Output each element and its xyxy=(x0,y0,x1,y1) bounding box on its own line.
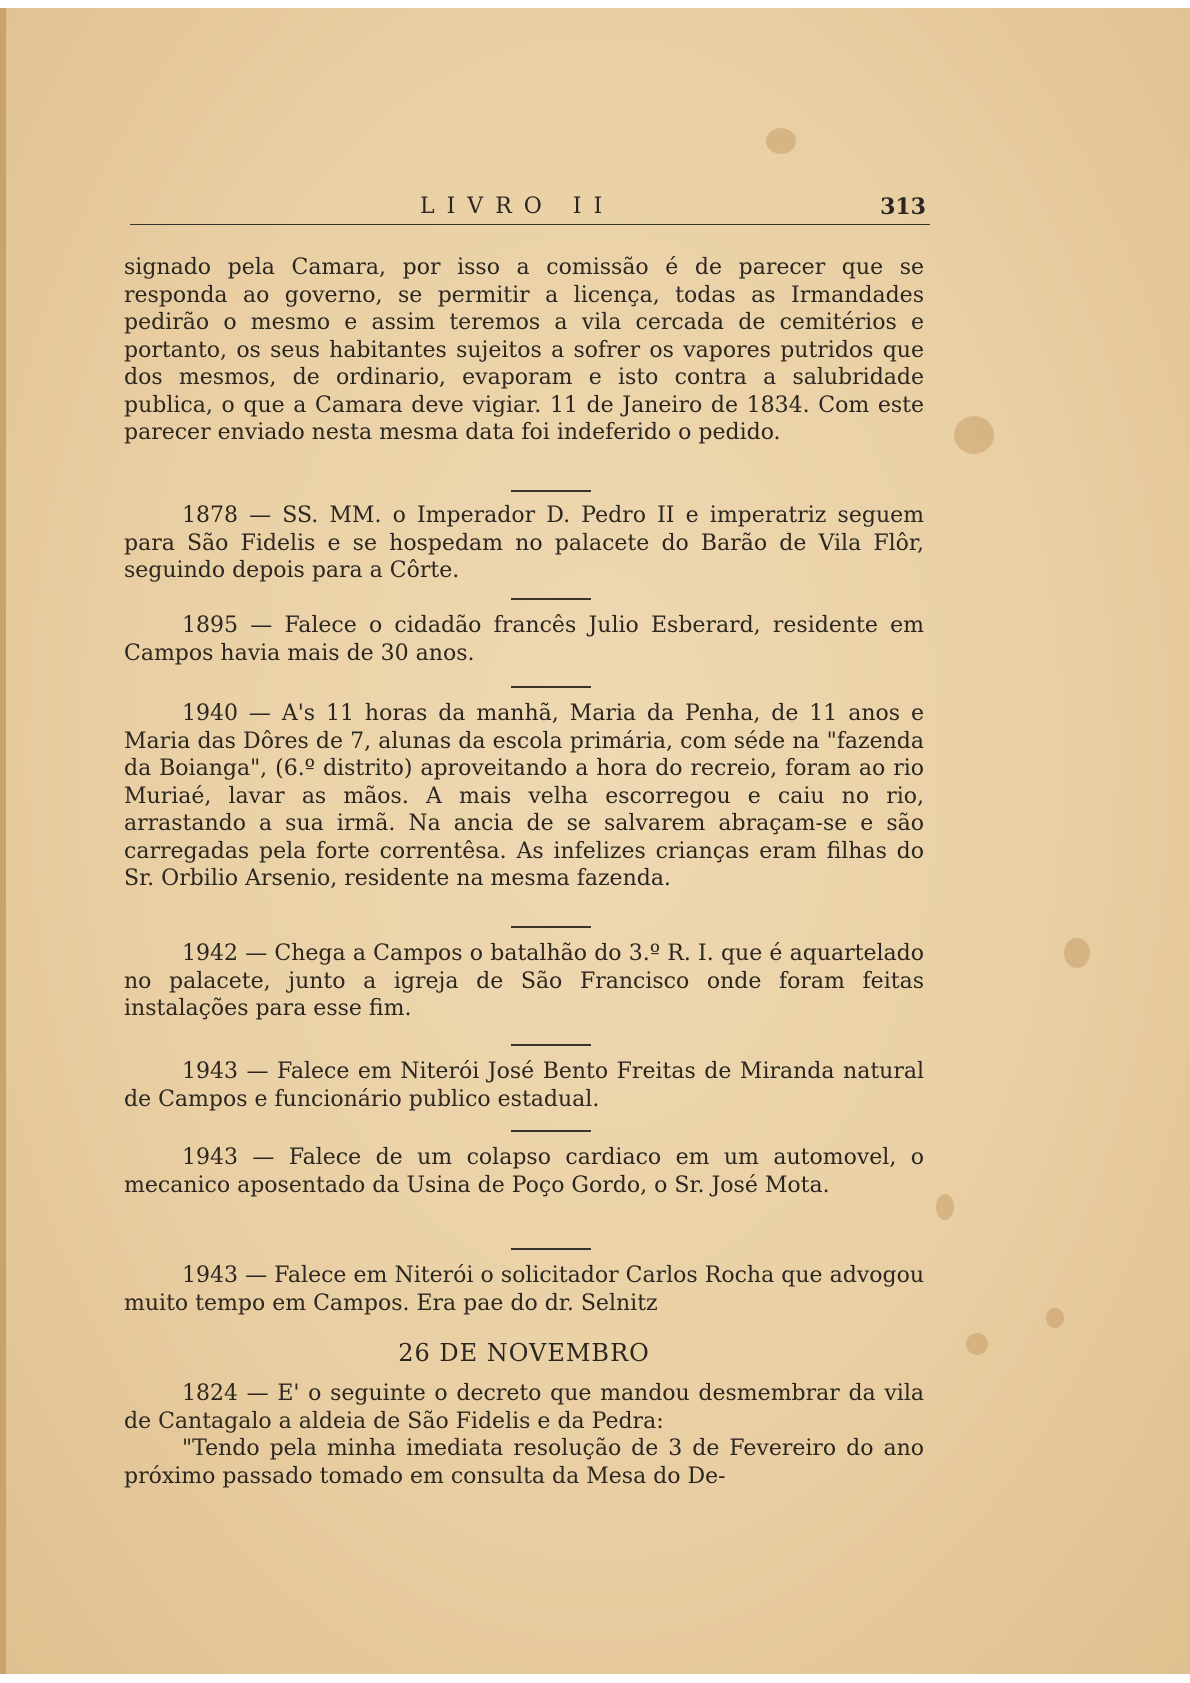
paper-stain xyxy=(1064,938,1090,968)
page-header xyxy=(130,194,930,225)
entry-1942: 1942 — Chega a Campos o batalhão do 3.º R. I. que é aquartelado no palacete, junto a igreja de São Francisco onde foram feitas instalações para esse fim. xyxy=(124,941,924,1021)
entry-1940: 1940 — A's 11 horas da manhã, Maria da Penha, de 11 anos e Maria das Dôres de 7, alunas da escola primária, com séde na "fazenda da Boianga", (6.º distrito) aproveitando a hora do recreio, foram ao rio Muriaé, lavar as mãos. A mais velha escorregou e caiu no rio, arrastando a sua irmã. Na ancia de se salvarem abraçam-se e são carregadas pela forte correntêsa. As infelizes crianças eram filhas do Sr. Orbilio Arsenio, residente na mesma fazenda. xyxy=(124,701,924,891)
paper-stain xyxy=(766,128,796,154)
entry-divider xyxy=(511,926,591,928)
paper-stain xyxy=(936,1194,954,1220)
entry-divider xyxy=(511,490,591,492)
running-title: LIVRO II xyxy=(420,194,615,219)
paper-stain xyxy=(1046,1308,1064,1328)
entry-1878: 1878 — SS. MM. o Imperador D. Pedro II e imperatriz seguem para São Fidelis e se hospedam no palacete do Barão de Vila Flôr, seguindo depois para a Côrte. xyxy=(124,503,924,583)
entry-1943-rocha: 1943 — Falece em Niterói o solicitador Carlos Rocha que advogou muito tempo em Campos. Era pae do dr. Selnitz xyxy=(124,1263,924,1316)
paragraph-continuation: signado pela Camara, por isso a comissão é de parecer que se responda ao governo, se permitir a licença, todas as Irmandades pedirão o mesmo e assim teremos a vila cercada de cemitérios e portanto, os seus habitantes sujeitos a sofrer os vapores putridos que dos mesmos, de ordinario, evaporam e isto contra a salubridade publica, o que a Camara deve vigiar. 11 de Janeiro de 1834. Com este parecer enviado nesta mesma data foi indeferido o pedido. xyxy=(124,255,924,445)
entry-1943-miranda: 1943 — Falece em Niterói José Bento Freitas de Miranda natural de Campos e funcionário publico estadual. xyxy=(124,1059,924,1112)
entry-divider xyxy=(511,1044,591,1046)
paper-stain xyxy=(954,416,994,454)
decree-quote: "Tendo pela minha imediata resolução de 3 de Fevereiro do ano próximo passado tomado em consulta da Mesa do De- xyxy=(124,1436,924,1489)
entry-1895: 1895 — Falece o cidadão francês Julio Esberard, residente em Campos havia mais de 30 anos. xyxy=(124,613,924,666)
entry-divider xyxy=(511,598,591,600)
entry-divider xyxy=(511,686,591,688)
entry-1824: 1824 — E' o seguinte o decreto que mandou desmembrar da vila de Cantagalo a aldeia de São Fidelis e da Pedra: xyxy=(124,1381,924,1434)
book-page xyxy=(0,8,1190,1674)
page-number: 313 xyxy=(880,194,926,220)
entry-divider xyxy=(511,1248,591,1250)
date-heading: 26 DE NOVEMBRO xyxy=(398,1339,650,1367)
paper-stain xyxy=(966,1333,988,1355)
entry-1943-mota: 1943 — Falece de um colapso cardiaco em um automovel, o mecanico aposentado da Usina de Poço Gordo, o Sr. José Mota. xyxy=(124,1145,924,1198)
entry-divider xyxy=(511,1130,591,1132)
